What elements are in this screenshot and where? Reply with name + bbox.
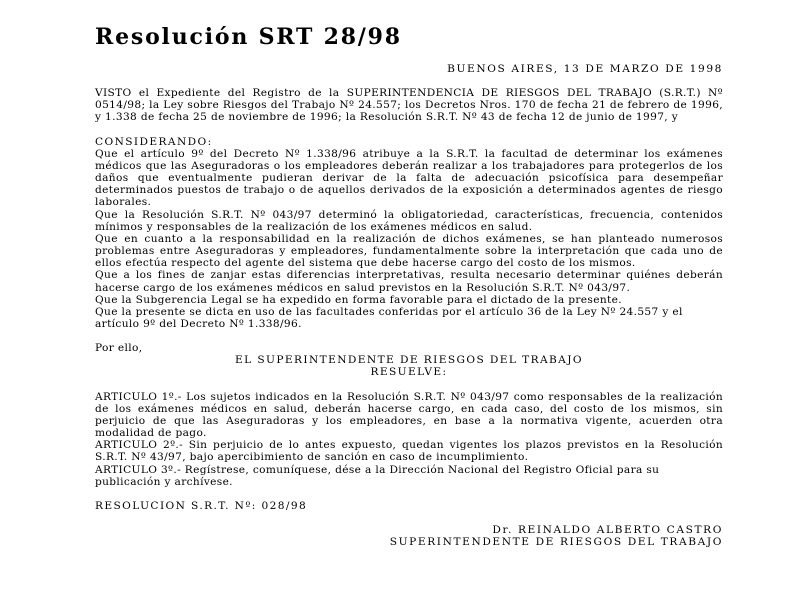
signer-title: SUPERINTENDENTE DE RIESGOS DEL TRABAJO <box>389 536 723 549</box>
considerando-paragraph: Que la Subgerencia Legal se ha expedido en forma favorable para el dictado de la presente. <box>95 293 622 306</box>
considerandos-list <box>95 148 723 330</box>
articulo-paragraph: ARTICULO 2º.- Sin perjuicio de lo antes expuesto, quedan vigentes los plazos previstos en la Resolución S.R.T. Nº 43/97, bajo apercibimiento de sanción en caso de incumplimiento. <box>95 439 723 464</box>
document-page <box>95 22 723 548</box>
articulo-paragraph: ARTICULO 3º.- Regístrese, comuníquese, dése a la Dirección Nacional del Registro Oficial para su publicación y archívese. <box>95 463 660 488</box>
considerando-heading: CONSIDERANDO: <box>95 135 213 148</box>
resolution-number: RESOLUCION S.R.T. Nº: 028/98 <box>95 499 308 512</box>
articulo-paragraph: ARTICULO 1º.- Los sujetos indicados en la Resolución S.R.T. Nº 043/97 como responsables de la realización de los exámenes médicos en salud, deberán hacerse cargo, en cada caso, del costo de los mismos, sin perjuicio de que las Aseguradoras y los empleadores, en base a la normativa vigente, acuerden otra modalidad de pago. <box>95 390 723 440</box>
resuelve-heading: RESUELVE: <box>370 366 448 379</box>
considerando-paragraph: Que el artículo 9º del Decreto Nº 1.338/96 atribuye a la S.R.T. la facultad de determinar los exámenes médicos que las Aseguradoras o los empleadores deberán realizar a los trabajadores para protegerlos de los daños que eventualmente pudieran derivar de la falta de adecuación psicofísica para desempeñar determinados puestos de trabajo o de aquellos derivados de la exposición a determinados agentes de riesgo laborales. <box>95 147 723 209</box>
visto-paragraph: VISTO el Expediente del Registro de la SUPERINTENDENCIA DE RIESGOS DEL TRABAJO (S.R.T.) Nº 0514/98; la Ley sobre Riesgos del Trabajo Nº 24.557; los Decretos Nros. 170 de fecha 21 de febrero de 1996, y 1.338 de fecha 25 de noviembre de 1996; la Resolución S.R.T. Nº 43 de fecha 12 de junio de 1997, y <box>95 87 723 124</box>
articulos-list <box>95 391 723 488</box>
signer-name: Dr. REINALDO ALBERTO CASTRO <box>492 524 723 536</box>
considerando-paragraph: Que en cuanto a la responsabilidad en la realización de dichos exámenes, se han planteado numerosos problemas entre Aseguradoras y empleadores, fundamentalmente sobre la interpretación que cada uno de ellos efectúa respecto del agente del sistema que debe hacerse cargo del costo de los mismos. <box>95 232 723 270</box>
considerando-paragraph: Que la Resolución S.R.T. Nº 043/97 determinó la obligatoriedad, características, frecuencia, contenidos mínimos y responsables de la realización de los exámenes médicos en salud. <box>95 208 723 233</box>
document-title: Resolución SRT 28/98 <box>95 24 402 50</box>
considerando-paragraph: Que a los fines de zanjar estas diferencias interpretativas, resulta necesario determinar quiénes deberán hacerse cargo de los exámenes médicos en salud previstos en la Resolución S.R.T. Nº 043/97. <box>95 269 723 294</box>
por-ello-line: Por ello, <box>95 342 143 355</box>
authority-heading: EL SUPERINTENDENTE DE RIESGOS DEL TRABAJO <box>235 354 583 367</box>
date-line: BUENOS AIRES, 13 DE MARZO DE 1998 <box>447 63 723 75</box>
considerando-paragraph: Que la presente se dicta en uso de las facultades conferidas por el artículo 36 de la Ley Nº 24.557 y el artículo 9º del Decreto Nº 1.338/96. <box>95 305 683 330</box>
